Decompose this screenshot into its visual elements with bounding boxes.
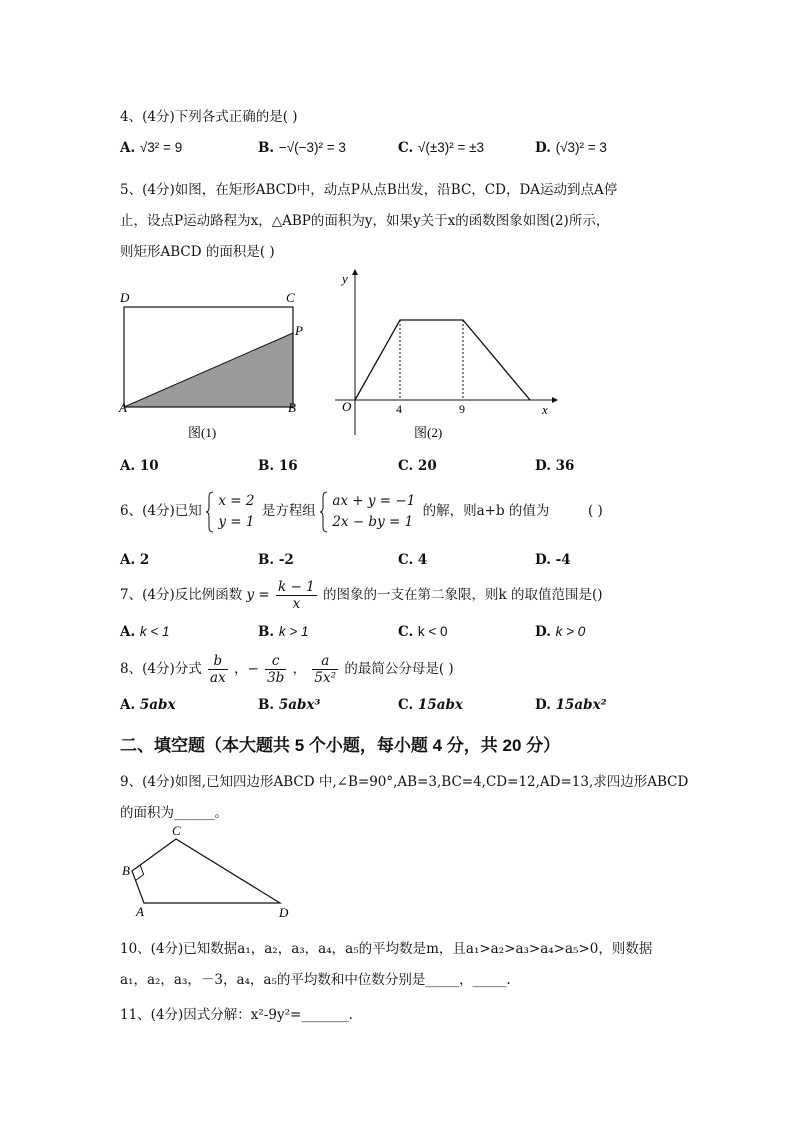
q8-option-c [398,697,463,713]
label-b: B [288,400,296,415]
option-value: 10 [139,458,159,474]
q6-answer-paren: ( ) [588,503,603,519]
option-letter: A. [120,458,136,474]
option-value: 5abx [139,697,176,713]
solution-eq-1: x = 2 [218,492,255,509]
axis-label-x: x [542,402,548,417]
figure-2-caption: 图(2) [414,425,443,440]
fraction-numerator: a [312,653,338,670]
option-math: √(±3)² = ±3 [417,140,485,155]
q4-stem: 4、(4分)下列各式正确的是( ) [120,109,298,125]
q4-option-a [120,140,182,156]
label-c: C [286,290,295,305]
q4-option-c [398,140,484,156]
q11-text: 11、(4分)因式分解：x²-9y²=_______. [120,1007,353,1023]
q8-prefix: 8、(4分)分式 [120,661,202,677]
option-letter: B. [258,552,275,568]
option-value: -4 [555,552,571,568]
equation-system [332,491,415,533]
q6-option-c [398,552,427,568]
option-letter: D. [535,458,551,474]
option-letter: B. [258,624,275,640]
fraction-denominator: ax [210,670,226,686]
y-axis-arrow [352,269,358,275]
q8-option-d [535,697,607,713]
q7-prefix: 7、(4分)反比例函数 [120,587,243,603]
q7-stem [120,577,603,613]
system-eq-1: ax + y = −1 [332,492,416,509]
option-letter: A. [120,697,136,713]
tick-label-9: 9 [459,402,465,416]
option-value: 15abx² [555,697,607,713]
q7-suffix: 的图象的一支在第二象限，则k 的取值范围是() [323,587,603,603]
option-letter: C. [398,552,414,568]
q8-separator-1: ，− [233,661,259,677]
q6-prefix: 6、(4分)已知 [120,503,202,519]
fraction-numerator: k − 1 [278,579,315,595]
label-a: A [136,904,144,919]
q5-figure-1 [110,285,315,445]
option-value: 5abx³ [278,697,321,713]
option-letter: D. [535,140,551,156]
option-math: −√(−3)² = 3 [278,140,346,155]
section-2-title: 二、填空题（本大题共 5 个小题，每小题 4 分，共 20 分） [120,736,561,755]
option-value: 2 [139,552,150,568]
q5-option-d [535,458,574,474]
tick-label-4: 4 [396,402,402,416]
q9-line1: 9、(4分)如图,已知四边形ABCD 中,∠B=90°,AB=3,BC=4,CD=12,AD=13,求四边形ABCD [120,774,689,790]
q5-option-c [398,458,437,474]
quadrilateral-abcd [132,839,280,903]
function-graph [355,320,530,400]
q8-option-a [120,697,176,713]
q5-line2: 止，设点P运动路程为x，△ABP的面积为y，如果y关于x的函数图象如图(2)所示， [120,213,610,229]
q8-suffix: 的最简公分母是( ) [344,661,454,677]
option-letter: B. [258,697,275,713]
option-value: 36 [555,458,575,474]
q6-option-d [535,552,571,568]
q7-option-a [120,624,170,640]
origin-label: O [342,399,352,414]
q6-stem [120,489,549,533]
option-math: k < 0 [417,624,448,639]
left-brace-icon [320,491,328,533]
option-letter: C. [398,697,414,713]
fraction-denominator: 3b [267,670,285,686]
q8-separator-2: ， [292,661,307,677]
q7-option-d [535,624,585,640]
label-d: D [120,290,130,305]
label-c: C [172,823,181,838]
q7-option-b [258,624,308,640]
option-letter: A. [120,552,136,568]
q9-figure [118,823,298,921]
fraction-numerator: b [208,653,228,670]
q7-option-c [398,624,448,640]
option-letter: C. [398,458,414,474]
solution-system [218,491,254,533]
q5-option-b [258,458,298,474]
label-p: P [295,323,303,338]
option-math: (√3)² = 3 [555,140,607,155]
option-value: 15abx [417,697,463,713]
option-letter: A. [120,624,136,640]
system-eq-2: 2x − by = 1 [332,513,414,530]
option-letter: C. [398,624,414,640]
q7-lhs: y = [246,587,270,603]
q9-line2: 的面积为______。 [120,805,228,821]
fraction-denominator: 5x² [314,670,337,686]
option-letter: D. [535,552,551,568]
q10-line2: a₁，a₂，a₃，－3，a₄，a₅的平均数和中位数分别是_____，_____. [120,972,511,988]
option-value: 20 [417,458,437,474]
q6-middle: 是方程组 [261,503,316,519]
q5-figure-2 [330,265,560,445]
axis-label-y: y [342,271,348,286]
q4-option-d [535,140,607,156]
q4-option-b [258,140,346,156]
option-value: 4 [417,552,428,568]
q8-fraction-3 [312,653,338,686]
option-letter: D. [535,624,551,640]
fraction-numerator: c [265,653,286,670]
q10-line1: 10、(4分)已知数据a₁，a₂，a₃，a₄，a₅的平均数是m，且a₁>a₂>a₃>a₄>a₅>0，则数据 [120,941,653,957]
option-letter: B. [258,140,275,156]
label-d: D [279,905,289,920]
q6-suffix: 的解，则a+b 的值为 [422,503,550,519]
left-brace-icon [206,491,214,533]
label-a: A [119,400,127,415]
q5-line3: 则矩形ABCD 的面积是( ) [120,244,275,260]
q5-option-a [120,458,159,474]
option-value: -2 [278,552,294,568]
q8-fraction-2 [265,653,286,686]
q6-option-b [258,552,294,568]
q5-line1: 5、(4分)如图，在矩形ABCD中，动点P从点B出发，沿BC，CD，DA运动到点A停 [120,182,618,198]
option-value: 16 [278,458,298,474]
x-axis-arrow [552,397,558,403]
option-letter: D. [535,697,551,713]
q8-stem [120,650,454,688]
figure-1-caption: 图(1) [188,425,217,440]
option-math: k < 1 [139,624,170,639]
solution-eq-2: y = 1 [218,513,255,530]
option-math: k > 0 [555,624,586,639]
option-letter: A. [120,140,136,156]
triangle-abp [124,333,293,407]
q7-fraction [276,579,317,612]
q8-fraction-1 [208,653,228,686]
option-math: √3² = 9 [139,140,183,155]
q6-option-a [120,552,149,568]
option-math: k > 1 [278,624,309,639]
q8-option-b [258,697,320,713]
label-b: B [122,863,130,878]
fraction-denominator: x [292,596,301,612]
option-letter: C. [398,140,414,156]
option-letter: B. [258,458,275,474]
